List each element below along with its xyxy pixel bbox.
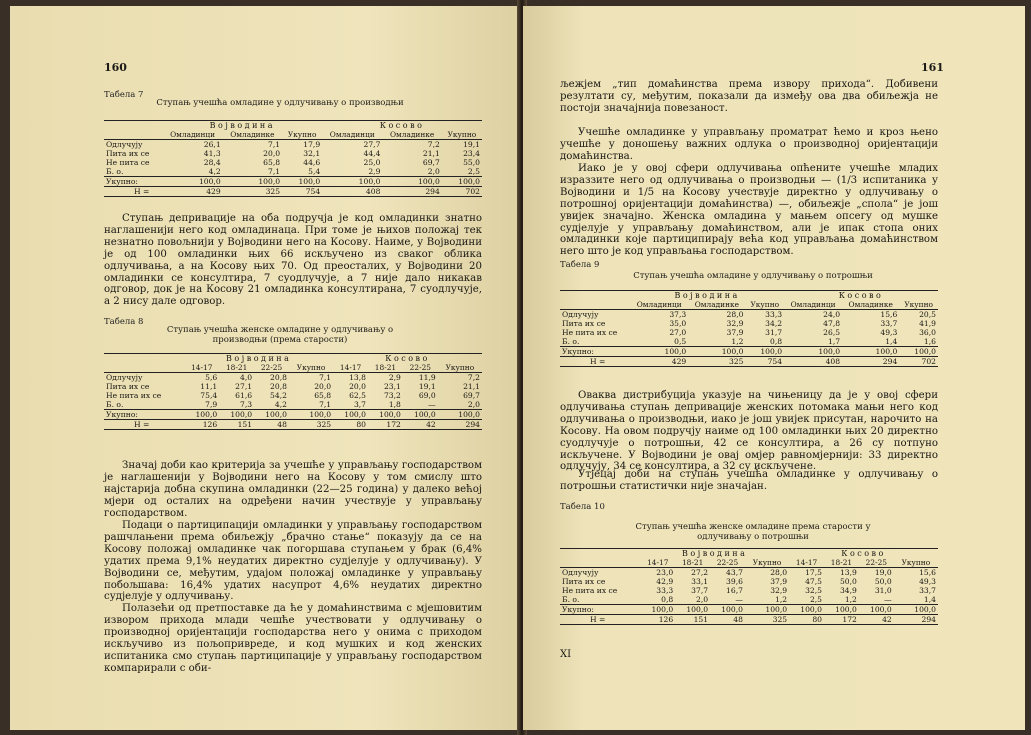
column-header: 22-25 <box>403 363 438 373</box>
table-cell: 325 <box>688 357 745 367</box>
table-cell: 61,6 <box>235 391 253 400</box>
column-header: Укупно <box>438 363 482 373</box>
table-cell: 69,0 <box>418 391 436 400</box>
table-cell: 4,2 <box>274 400 287 409</box>
table-cell: 50,0 <box>839 577 857 586</box>
paragraph: Подаци о партиципацији омладинки у управљању господарством рашчлањени према обиљежју „брачно стање“ показују да се на Косову положај омладинке чак погоршава ступањем у брак (6,4% удатих према 9,1% неудатих директно судјелује у одлучивању). У Војводини се, међутим, удајом положај омладинке у управљању побољшава: 16,4% удатих насупрот 4,6% неудатих директно судјелује у одлучивању. <box>104 520 482 603</box>
table-cell: 31,7 <box>765 328 783 337</box>
table-cell: 1,2 <box>775 595 788 604</box>
left-page <box>10 6 522 730</box>
table-cell: 100,0 <box>745 605 789 615</box>
table-cell: 100,0 <box>894 605 938 615</box>
table-cell: 429 <box>162 187 222 197</box>
table-row-n <box>560 615 938 625</box>
table-cell: 1,4 <box>923 595 936 604</box>
table-cell: 1,2 <box>731 337 744 346</box>
table-cell: 39,6 <box>726 577 743 586</box>
table-cell: 100,0 <box>442 177 482 187</box>
paragraph: Значај доби као критерија за учешће у управљању господарством је наглашенији у Војводини него на Косову у том смислу што најстарија добна скупина омладинки (22—25 година) у далеко већој мјери од осталих на одређени начин учествује у управљању господарством. <box>104 460 482 519</box>
group-header: Косово <box>784 291 938 301</box>
table-cell: 23,4 <box>463 149 480 158</box>
table-cell: 27,0 <box>669 328 687 337</box>
table-cell: 100,0 <box>824 605 859 615</box>
table-cell: 32,1 <box>303 149 321 158</box>
column-header: 14-17 <box>184 363 219 373</box>
table-cell: 0,8 <box>770 337 783 346</box>
table-cell: 100,0 <box>184 410 219 420</box>
page-number: 160 <box>104 61 127 74</box>
table-cell: 1,4 <box>885 337 898 346</box>
paragraph: Полазећи од претпоставке да ће у домаћинствима с мјешовитим извором прихода млади чешће учествовати у одлучивању о производној оријентацији господарства него у онима с приходом искључиво из пољопривреде, и код мушких и код женских испитаника смо ступањ партиципације у управљању господарством компарирали с оби- <box>104 603 482 674</box>
table-cell: 100,0 <box>859 605 894 615</box>
table-cell: 33,7 <box>919 586 936 595</box>
table-header-row <box>104 130 482 140</box>
column-header: Омладинци <box>162 130 222 140</box>
table-cell: 1,6 <box>923 337 936 346</box>
table-cell: 325 <box>745 615 789 625</box>
row-label: Б. о. <box>562 595 580 604</box>
table-cell: 294 <box>438 420 482 430</box>
table-cell: 42,9 <box>656 577 674 586</box>
table-cell: 151 <box>675 615 710 625</box>
row-label: Одлучују <box>562 568 599 577</box>
table-cell: 25,0 <box>363 158 381 167</box>
table-caption: Ступањ учешћа женске омладине према старости у одлучивању о потрошњи <box>635 522 871 542</box>
table-cell: 2,9 <box>368 167 381 176</box>
table-header-cell <box>560 558 640 568</box>
row-label: Одлучују <box>562 310 599 319</box>
table-cell: 33,1 <box>691 577 709 586</box>
table-cell: 20,8 <box>270 382 287 391</box>
table-cell: 37,9 <box>726 328 744 337</box>
table-cell: 100,0 <box>282 177 322 187</box>
page-number: 161 <box>921 61 944 74</box>
table-cell: 7,9 <box>205 400 218 409</box>
table-cell: 44,6 <box>303 158 321 167</box>
table-row <box>104 158 482 167</box>
table-cell: 7,1 <box>319 400 332 409</box>
table-cell: 754 <box>745 357 784 367</box>
table-cell: 35,0 <box>669 319 687 328</box>
column-header: Омладинке <box>842 300 899 310</box>
table-cell: 100,0 <box>675 605 710 615</box>
table-cell: 26,5 <box>823 328 841 337</box>
table-header-row <box>104 121 482 131</box>
table-cell: 21,1 <box>463 382 480 391</box>
table-cell: 2,0 <box>467 400 480 409</box>
table-header-cell <box>560 291 630 301</box>
table-row <box>104 167 482 177</box>
table-header-row <box>104 354 482 364</box>
table-cell: 27,7 <box>363 140 381 149</box>
table-row <box>560 337 938 347</box>
group-header: Косово <box>322 121 482 131</box>
table-cell: 34,2 <box>765 319 783 328</box>
table-cell: 100,0 <box>322 177 382 187</box>
table-cell: 13,8 <box>349 373 367 382</box>
table-cell: 43,7 <box>726 568 743 577</box>
table-cell: 23,1 <box>383 382 401 391</box>
table-cell: 44,4 <box>363 149 381 158</box>
table-cell: 75,4 <box>200 391 218 400</box>
table-cell: 19,1 <box>463 140 480 149</box>
table-cell: 48 <box>254 420 289 430</box>
table-7 <box>104 120 482 197</box>
row-label: Н = <box>104 187 162 197</box>
column-header: 22-25 <box>254 363 289 373</box>
table-cell: 1,2 <box>844 595 857 604</box>
table-cell: 33,3 <box>765 310 783 319</box>
row-label: Не пита их се <box>106 391 162 400</box>
paragraph: Учешће омладинке у управљању проматрат ћемо и кроз њено учешће у доношењу важних одлука о производној оријентацији домаћинства. <box>560 127 938 162</box>
column-header: 18-21 <box>219 363 254 373</box>
table-row <box>560 319 938 328</box>
table-cell: 32,9 <box>726 319 744 328</box>
table-cell: 69,7 <box>422 158 440 167</box>
row-label: Укупно: <box>560 347 630 357</box>
table-label: Табела 7 <box>104 90 144 100</box>
column-header: Укупно <box>899 300 938 310</box>
table-cell: 7,2 <box>427 140 440 149</box>
column-header: Укупно <box>894 558 938 568</box>
paragraph: Иако је у овој сфери одлучивања опћените учешће младих израззите него од одлучивања о производњи — (1/3 испитаника у Војводини и 1/5 на Косову учествује директно у одлучивању о потрошној оријентацији домаћинства) —, обиљежје „спола“ је још увијек значајно. Женска омладина у мањем опсегу од мушке судјелује у управљању домаћинством, али је ипак стопа оних омладинки које партиципирају већа код управљања домаћинством него што је код управљања господарством. <box>560 163 938 258</box>
table-cell: 41,9 <box>919 319 936 328</box>
group-header: Војводина <box>162 121 322 131</box>
table-cell: 31,0 <box>874 586 892 595</box>
table-cell: 20,5 <box>919 310 936 319</box>
table-cell: 1,8 <box>388 400 401 409</box>
table-8 <box>104 353 482 430</box>
table-cell: 294 <box>894 615 938 625</box>
group-header: Војводина <box>184 354 333 364</box>
column-header: 18-21 <box>368 363 403 373</box>
table-cell: 23,0 <box>656 568 674 577</box>
table-cell: 19,1 <box>418 382 436 391</box>
table-header-cell <box>104 121 162 131</box>
table-cell: 429 <box>630 357 688 367</box>
group-header: Војводина <box>630 291 784 301</box>
row-label: Б. о. <box>106 400 124 409</box>
group-header: Косово <box>789 549 938 559</box>
table-cell: 151 <box>219 420 254 430</box>
table-row <box>104 391 482 400</box>
table-cell: 65,8 <box>263 158 281 167</box>
table-header-cell <box>104 354 184 364</box>
table-cell: 34,9 <box>839 586 857 595</box>
table-row <box>560 568 938 578</box>
table-row-n <box>104 420 482 430</box>
signature-mark: XI <box>560 649 572 660</box>
table-cell: 126 <box>184 420 219 430</box>
table-cell: 100,0 <box>289 410 333 420</box>
table-cell: 408 <box>784 357 842 367</box>
table-cell: 26,1 <box>203 140 221 149</box>
table-cell: 2,5 <box>809 595 823 604</box>
table-label: Табела 8 <box>104 317 144 327</box>
table-cell: 325 <box>223 187 282 197</box>
column-header: Омладинке <box>223 130 282 140</box>
table-cell: 80 <box>789 615 824 625</box>
table-row <box>104 373 482 383</box>
table-cell: 73,2 <box>383 391 401 400</box>
column-header: Омладинке <box>382 130 441 140</box>
table-cell: 100,0 <box>640 605 675 615</box>
table-cell: 126 <box>640 615 675 625</box>
row-label: Укупно: <box>104 177 162 187</box>
table-row <box>560 328 938 337</box>
paragraph: љежјем „тип домаћинства према извору прихода“. Добивени резултати су, међутим, показали да између ова два обиљежја не постоји значајнија повезаност. <box>560 79 938 114</box>
table-cell: 21,1 <box>422 149 440 158</box>
table-caption: Ступањ учешћа женске омладине у одлучивању о производњи (према старости) <box>166 325 394 345</box>
table-row <box>560 605 938 615</box>
table-cell: 100,0 <box>219 410 254 420</box>
table-row <box>104 410 482 420</box>
row-label: Пита их се <box>562 577 606 586</box>
table-cell: 294 <box>382 187 441 197</box>
table-row <box>560 586 938 595</box>
table-row <box>104 149 482 158</box>
column-header: 14-17 <box>333 363 368 373</box>
table-cell: 50,0 <box>874 577 892 586</box>
column-header: Укупно <box>289 363 333 373</box>
table-cell: 7,1 <box>268 140 281 149</box>
table-cell: 100,0 <box>784 347 842 357</box>
table-header-cell <box>104 363 184 373</box>
table-cell: 28,4 <box>203 158 221 167</box>
table-cell: 20,0 <box>263 149 281 158</box>
table-cell: 47,5 <box>805 577 823 586</box>
table-cell: 69,7 <box>463 391 480 400</box>
table-cell: 42 <box>403 420 438 430</box>
row-label: Пита их се <box>106 149 150 158</box>
table-cell: 11,9 <box>418 373 436 382</box>
table-cell: 408 <box>322 187 382 197</box>
paragraph: Утјецај доби на ступањ учешћа омладинке у одлучивању о потрошњи статистички није значајан. <box>560 469 938 492</box>
row-label: Н = <box>104 420 184 430</box>
table-cell: 36,0 <box>919 328 936 337</box>
paragraph: Ступањ депривације на оба подручја је код омладинки знатно наглашенији него код омладинаца. При томе је њихов положај тек незнатно повољнији у Војводини него на Косову. Наиме, у Војводини је од 100 омладинки њих 66 искључено из сваког облика одлучивања, а на Косову њих 70. Од преосталих, у Војводини 20 омладинки се консултира, 7 суодлучује, а 7 није дало никакав одговор, док је на Косову 21 омладинка консултирана, 7 суодлучује, а 2 нису дале одговор. <box>104 213 482 308</box>
table-cell: 100,0 <box>254 410 289 420</box>
table-cell: 33,7 <box>880 319 898 328</box>
table-header-cell <box>560 300 630 310</box>
table-cell: 42 <box>859 615 894 625</box>
column-header: Укупно <box>282 130 322 140</box>
table-cell: 100,0 <box>745 347 784 357</box>
table-row <box>560 577 938 586</box>
table-cell: 28,0 <box>770 568 788 577</box>
column-header: Омладинке <box>688 300 745 310</box>
table-cell: 16,7 <box>726 586 743 595</box>
table-cell: 27,1 <box>235 382 253 391</box>
column-header: 14-17 <box>640 558 675 568</box>
table-cell: 100,0 <box>438 410 482 420</box>
table-row-n <box>104 187 482 197</box>
table-cell: 1,7 <box>828 337 841 346</box>
row-label: Одлучују <box>106 140 143 149</box>
table-cell: 19,0 <box>874 568 892 577</box>
row-label: Б. о. <box>106 167 124 176</box>
table-cell: 7,1 <box>268 167 281 176</box>
table-9 <box>560 290 938 367</box>
column-header: Омладинци <box>784 300 842 310</box>
table-cell: 48 <box>710 615 745 625</box>
group-header: Косово <box>333 354 482 364</box>
table-cell: 100,0 <box>382 177 441 187</box>
table-label: Табела 10 <box>560 502 605 512</box>
table-cell: 100,0 <box>899 347 938 357</box>
row-label: Не пита их се <box>562 586 618 595</box>
table-cell: 3,7 <box>353 400 367 409</box>
table-cell: 32,9 <box>770 586 788 595</box>
table-cell: 100,0 <box>789 605 824 615</box>
table-header-row <box>560 291 938 301</box>
row-label: Одлучују <box>106 373 143 382</box>
row-label: Пита их се <box>562 319 606 328</box>
table-row <box>104 177 482 187</box>
table-cell: 62,5 <box>349 391 367 400</box>
row-label: Н = <box>560 615 640 625</box>
table-cell: 2,0 <box>696 595 709 604</box>
table-header-cell <box>104 130 162 140</box>
table-cell: 65,8 <box>314 391 332 400</box>
table-cell: 33,3 <box>656 586 674 595</box>
table-cell: 47,8 <box>823 319 841 328</box>
table-row <box>560 347 938 357</box>
table-header-row <box>104 363 482 373</box>
table-caption: Ступањ учешћа омладине у одлучивању о производњи <box>156 98 404 108</box>
table-cell: 100,0 <box>842 347 899 357</box>
row-label: Не пита се <box>106 158 150 167</box>
table-cell: 172 <box>824 615 859 625</box>
table-cell: 7,1 <box>319 373 332 382</box>
table-cell: 2,9 <box>388 373 401 382</box>
table-cell: 5,4 <box>308 167 321 176</box>
column-header: 18-21 <box>675 558 710 568</box>
table-cell: 100,0 <box>688 347 745 357</box>
row-label: Не пита их се <box>562 328 618 337</box>
table-cell: 13,9 <box>839 568 857 577</box>
table-cell: 100,0 <box>223 177 282 187</box>
column-header: Укупно <box>745 558 789 568</box>
table-cell: 172 <box>368 420 403 430</box>
table-10 <box>560 548 938 625</box>
table-cell: 37,9 <box>770 577 788 586</box>
table-cell: 2,5 <box>467 167 480 176</box>
table-cell: 20,8 <box>270 373 287 382</box>
column-header: Укупно <box>442 130 482 140</box>
table-cell: 0,8 <box>661 595 674 604</box>
table-cell: 100,0 <box>630 347 688 357</box>
table-row <box>104 140 482 150</box>
table-cell: 17,5 <box>805 568 823 577</box>
table-cell: 7,3 <box>240 400 253 409</box>
row-label: Укупно: <box>104 410 184 420</box>
table-cell: 37,3 <box>669 310 687 319</box>
table-cell: 24,0 <box>823 310 841 319</box>
table-cell: 28,0 <box>726 310 744 319</box>
table-cell: 325 <box>289 420 333 430</box>
table-cell: 37,7 <box>691 586 709 595</box>
column-header: Омладинци <box>322 130 382 140</box>
row-label: Укупно: <box>560 605 640 615</box>
table-cell: 100,0 <box>162 177 222 187</box>
table-header-row <box>560 300 938 310</box>
table-cell: — <box>735 595 743 604</box>
table-cell: 4,2 <box>208 167 221 176</box>
table-cell: 100,0 <box>333 410 368 420</box>
table-caption: Ступањ учешћа омладине у одлучивању о потрошњи <box>633 271 873 281</box>
table-cell: 15,6 <box>919 568 936 577</box>
table-cell: 702 <box>442 187 482 197</box>
row-label: Н = <box>560 357 630 367</box>
table-cell: 49,3 <box>919 577 936 586</box>
table-cell: 7,2 <box>467 373 480 382</box>
table-cell: — <box>884 595 892 604</box>
table-cell: 4,0 <box>240 373 253 382</box>
table-row <box>560 595 938 605</box>
row-label: Б. о. <box>562 337 580 346</box>
table-cell: 20,0 <box>314 382 332 391</box>
table-cell: 702 <box>899 357 938 367</box>
table-label: Табела 9 <box>560 260 600 270</box>
table-header-row <box>560 558 938 568</box>
table-header-row <box>560 549 938 559</box>
table-row <box>104 382 482 391</box>
right-page <box>523 6 1025 730</box>
row-label: Пита их се <box>106 382 150 391</box>
table-cell: 54,2 <box>270 391 287 400</box>
table-cell: 20,0 <box>349 382 367 391</box>
table-cell: 17,9 <box>303 140 321 149</box>
table-cell: 294 <box>842 357 899 367</box>
table-cell: 15,6 <box>880 310 898 319</box>
table-cell: 100,0 <box>403 410 438 420</box>
table-cell: 55,0 <box>463 158 480 167</box>
table-cell: 5,6 <box>205 373 218 382</box>
column-header: Укупно <box>745 300 784 310</box>
column-header: 18-21 <box>824 558 859 568</box>
table-cell: 27,2 <box>691 568 709 577</box>
table-cell: 100,0 <box>710 605 745 615</box>
table-cell: — <box>428 400 436 409</box>
column-header: 14-17 <box>789 558 824 568</box>
table-cell: 0,5 <box>674 337 687 346</box>
table-row-n <box>560 357 938 367</box>
table-cell: 100,0 <box>368 410 403 420</box>
column-header: Омладинци <box>630 300 688 310</box>
table-header-cell <box>560 549 640 559</box>
table-row <box>104 400 482 410</box>
paragraph: Оваква дистрибуција указује на чињеницу да је у овој сфери одлучивања ступањ депривације женских потомака мањи него код одлучивања о производњи, иако је још увијек присутан, нарочито на Косову. На овом подручју наиме од 100 омладинки њих 20 директно суодлучује о потрошњи, 42 се консултира, а 26 су потпуно искључене. У Војводини је овај омјер равномјернији: 33 директно одлучују, 34 се консултира, а 32 су искључене. <box>560 390 938 473</box>
table-cell: 41,3 <box>203 149 221 158</box>
column-header: 22-25 <box>859 558 894 568</box>
table-cell: 2,0 <box>427 167 440 176</box>
table-cell: 754 <box>282 187 322 197</box>
column-header: 22-25 <box>710 558 745 568</box>
table-cell: 11,1 <box>200 382 218 391</box>
table-cell: 49,3 <box>880 328 898 337</box>
table-cell: 32,5 <box>805 586 823 595</box>
table-cell: 80 <box>333 420 368 430</box>
group-header: Војводина <box>640 549 789 559</box>
table-row <box>560 310 938 320</box>
